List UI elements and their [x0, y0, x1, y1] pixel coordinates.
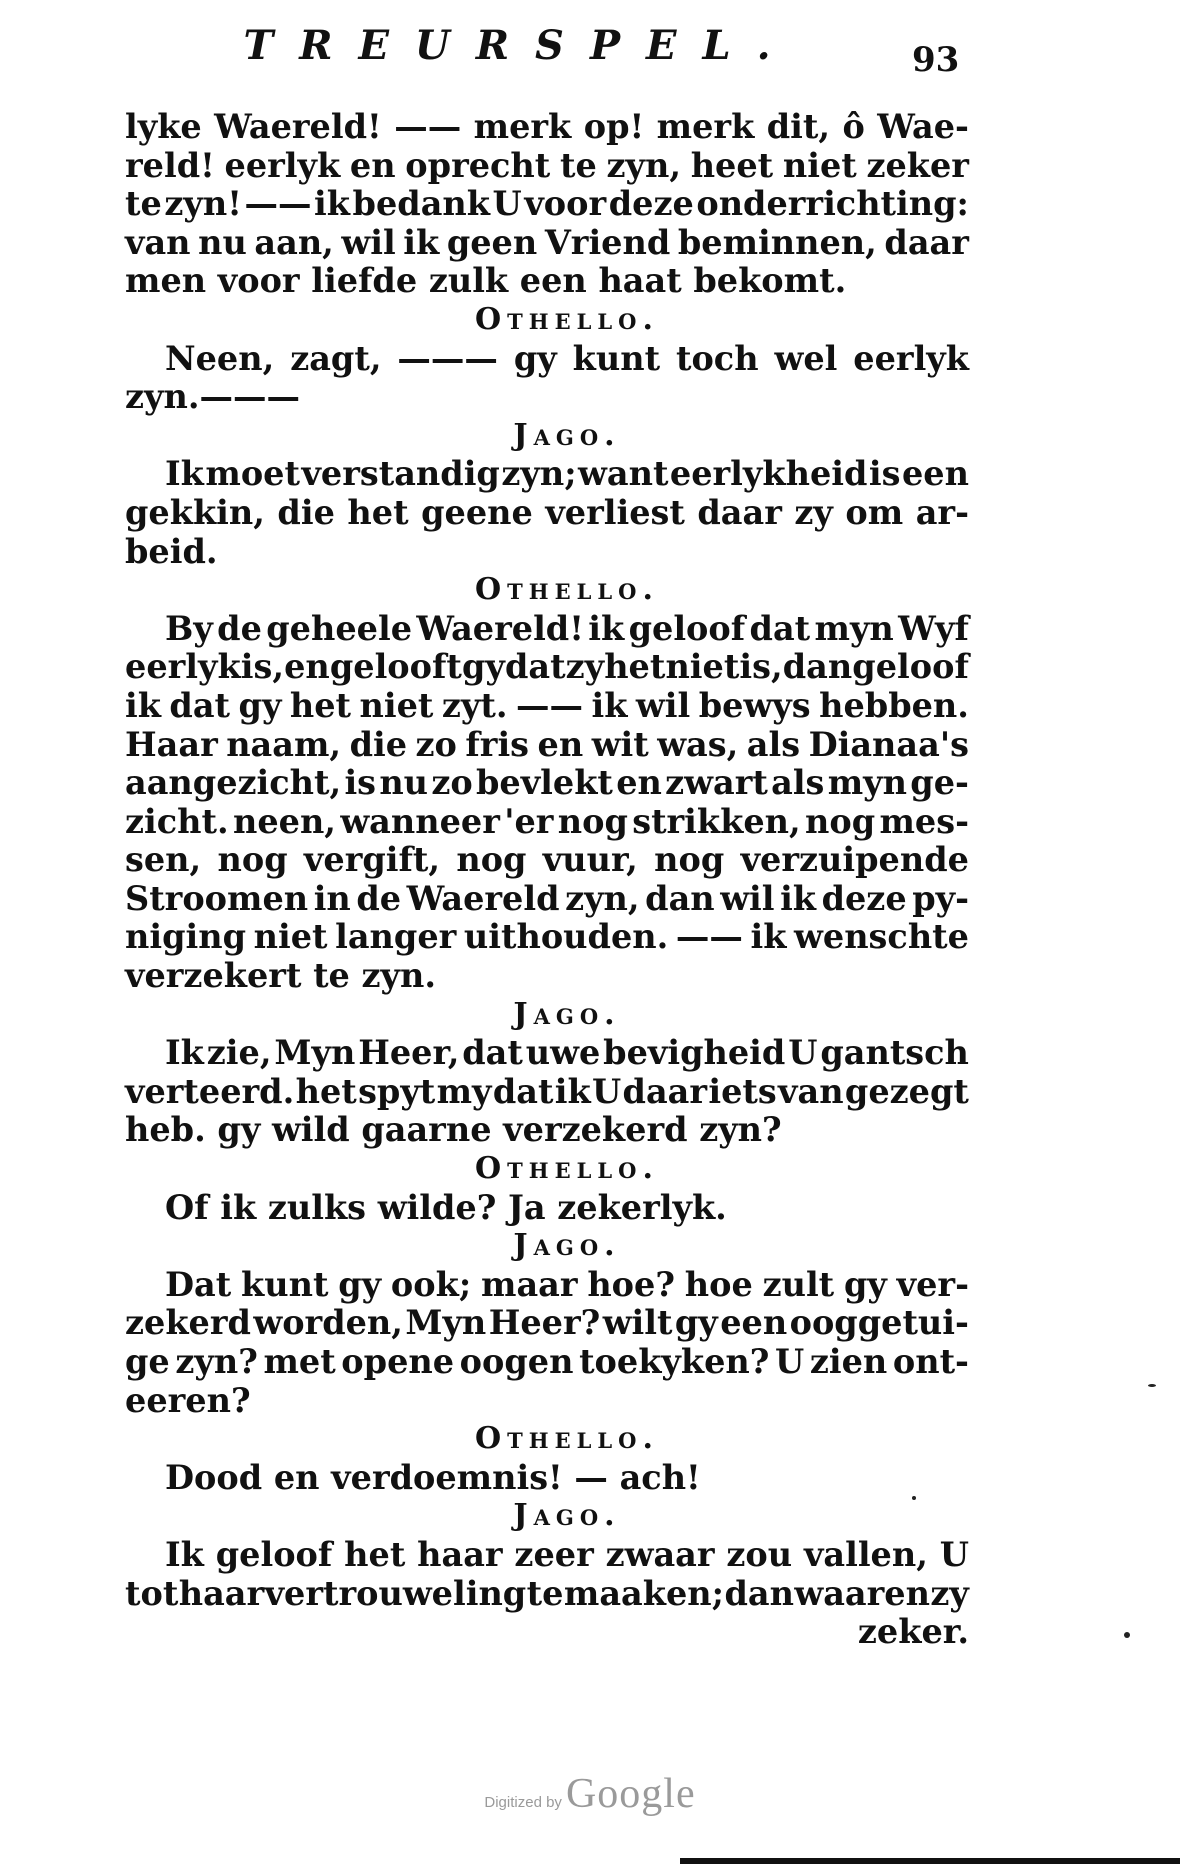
- word: zyn,: [565, 878, 640, 918]
- word: maar: [481, 1264, 578, 1304]
- word: te: [125, 184, 162, 224]
- word: want: [578, 454, 669, 494]
- word: fris: [465, 724, 530, 764]
- word: tot: [125, 1573, 179, 1613]
- word: By: [165, 608, 213, 648]
- word: te: [559, 145, 597, 185]
- word: ik: [750, 917, 787, 957]
- word: zicht.: [125, 801, 229, 841]
- word: om: [845, 492, 904, 532]
- word: uithouden.: [463, 917, 669, 957]
- text-line: [125, 1382, 969, 1421]
- word: kunt: [241, 1264, 329, 1304]
- text-block: [125, 108, 969, 1652]
- word: zo: [415, 724, 457, 764]
- word: Vriend: [544, 222, 671, 262]
- word: niet: [782, 145, 857, 185]
- word: zwaar: [605, 1534, 715, 1574]
- text-line: [125, 764, 969, 803]
- word: toekyken?: [579, 1342, 770, 1381]
- word: geheele: [266, 608, 413, 648]
- speaker-heading: Othello.: [475, 1421, 659, 1457]
- word: is,: [240, 647, 285, 687]
- word: vertrouweling: [264, 1573, 527, 1613]
- word: neen,: [232, 801, 336, 841]
- running-head: TREURSPEL.: [243, 22, 797, 69]
- speaker-heading: Jago.: [513, 1498, 621, 1534]
- word: Of ik zulks wilde? Ja zekerlyk.: [165, 1187, 727, 1227]
- word: eerlyk: [224, 145, 341, 185]
- speaker-heading: Othello.: [475, 301, 659, 337]
- word: te: [526, 1573, 564, 1613]
- word: verteerd.: [125, 1071, 295, 1111]
- text-line: [125, 533, 969, 572]
- word: ik: [314, 184, 350, 224]
- word: vergift,: [303, 840, 441, 880]
- word: ô: [842, 107, 865, 146]
- word: ik: [591, 685, 628, 725]
- word: zwart: [665, 763, 768, 803]
- word: Wae-: [877, 107, 969, 146]
- word: was,: [657, 724, 739, 764]
- word: geene: [421, 492, 533, 532]
- word: verzekert te zyn.: [125, 956, 437, 996]
- word: zo: [431, 763, 473, 803]
- word: zou: [726, 1534, 793, 1574]
- text-line: [125, 1459, 969, 1498]
- word: merk: [473, 107, 572, 146]
- text-line: [125, 957, 969, 996]
- word: daar: [884, 222, 969, 262]
- word: ik: [554, 1071, 591, 1111]
- word: dat: [462, 1033, 523, 1073]
- word: my: [436, 1071, 492, 1111]
- word: vallen,: [803, 1534, 928, 1574]
- word: zyn?: [175, 1342, 258, 1381]
- word: beid.: [125, 531, 218, 571]
- word: bevlekt: [475, 763, 613, 803]
- word: zyt.: [441, 685, 508, 725]
- word: van: [778, 1071, 844, 1111]
- word: ——: [394, 107, 462, 146]
- word: dat: [504, 647, 566, 687]
- word: bewys: [698, 685, 811, 725]
- word: niet: [253, 917, 328, 957]
- text-line: [125, 726, 969, 765]
- word: met: [263, 1342, 336, 1381]
- word: ont-: [892, 1342, 969, 1381]
- word: ge: [125, 1342, 170, 1381]
- text-line: [125, 687, 969, 726]
- word: en: [537, 724, 584, 764]
- word: wanneer: [340, 801, 500, 841]
- word: eerlykheid: [669, 454, 868, 494]
- word: waaren: [794, 1573, 930, 1613]
- speaker-heading: Jago.: [513, 996, 621, 1032]
- word: heb. gy wild gaarne verzekerd zyn?: [125, 1110, 782, 1150]
- text-line: [125, 455, 969, 494]
- word: nog: [557, 801, 628, 841]
- word: Myn: [405, 1303, 487, 1343]
- word: zekerd: [125, 1303, 251, 1343]
- word: wit: [591, 724, 649, 764]
- word: het: [344, 1534, 406, 1574]
- word: verliest: [545, 492, 685, 532]
- word: en: [349, 145, 396, 185]
- word: van: [125, 222, 191, 262]
- word: bedank: [352, 184, 490, 224]
- word: U: [775, 1342, 805, 1381]
- word: zy: [930, 1573, 969, 1613]
- text-line: [125, 880, 969, 919]
- word: hoe?: [587, 1264, 675, 1304]
- word: zy: [565, 647, 605, 687]
- word: als: [746, 724, 801, 764]
- word: voor: [524, 184, 607, 224]
- word: eerlyk: [125, 647, 241, 687]
- text-line: [125, 841, 969, 880]
- word: en: [284, 647, 330, 687]
- word: deze: [821, 878, 907, 918]
- word: is: [868, 454, 901, 494]
- word: toch: [675, 338, 759, 378]
- word: vuur,: [542, 840, 638, 880]
- word: dat: [492, 1071, 554, 1111]
- word: gy: [513, 338, 557, 378]
- word: gy: [238, 685, 282, 725]
- word: uwe: [525, 1033, 601, 1073]
- text-line: [125, 1304, 969, 1343]
- word: Waereld!: [416, 608, 584, 648]
- word: iets: [708, 1071, 777, 1111]
- word: haar: [417, 1534, 503, 1574]
- word: Stroomen: [125, 878, 309, 918]
- digitization-watermark: [0, 1770, 1180, 1818]
- word: ik: [780, 878, 816, 918]
- page-edge-shadow: [680, 1858, 1180, 1864]
- word: als: [771, 763, 825, 803]
- word: dat: [749, 608, 811, 648]
- word: zeer: [514, 1534, 594, 1574]
- text-line: [125, 1613, 969, 1652]
- word: zult: [762, 1264, 835, 1304]
- word: Myn: [274, 1033, 356, 1073]
- word: een: [901, 454, 969, 494]
- text-line: [125, 1536, 969, 1575]
- word: ver-: [896, 1264, 969, 1304]
- word: de: [217, 608, 262, 648]
- word: daar: [622, 1071, 708, 1111]
- word: is: [344, 763, 377, 803]
- speaker-heading: Jago.: [513, 417, 621, 453]
- word: py-: [912, 878, 969, 918]
- word: ook;: [390, 1264, 472, 1304]
- word: wenschte: [794, 917, 969, 957]
- word: U: [788, 1033, 818, 1073]
- word: zien: [809, 1342, 888, 1381]
- text-line: [125, 1111, 969, 1150]
- word: hoe: [684, 1264, 753, 1304]
- word: het: [295, 1071, 357, 1111]
- word: mes-: [879, 801, 969, 841]
- text-line: [125, 1034, 969, 1073]
- word: maaken;: [563, 1573, 725, 1613]
- word: en: [616, 763, 662, 803]
- text-line: [125, 378, 969, 417]
- text-line: [125, 1343, 969, 1382]
- word: onderrichting:: [696, 184, 969, 224]
- word: strikken,: [632, 801, 801, 841]
- word: ar-: [915, 492, 969, 532]
- word: Ik: [165, 454, 204, 494]
- word: wilt: [602, 1303, 673, 1343]
- text-line: [125, 108, 969, 147]
- word: zeker.: [857, 1612, 969, 1652]
- word: Wyf: [898, 608, 969, 648]
- page-number: 93: [912, 40, 960, 80]
- word: Haar: [125, 724, 218, 764]
- word: oogen: [459, 1342, 574, 1381]
- word: 'er: [504, 801, 554, 841]
- word: sen,: [125, 840, 202, 880]
- word: gezegt: [844, 1071, 969, 1111]
- word: Ik: [165, 1033, 204, 1073]
- word: nu: [198, 222, 247, 262]
- word: verzuipende: [740, 840, 969, 880]
- word: in: [313, 878, 351, 918]
- speaker-heading: Othello.: [475, 572, 659, 608]
- word: dan: [645, 878, 715, 918]
- text-line: [125, 147, 969, 186]
- word: Ik: [165, 1534, 204, 1574]
- word: Heer,: [358, 1033, 460, 1073]
- word: verstandig: [301, 454, 500, 494]
- word: dan: [782, 647, 853, 687]
- word: lyke: [125, 107, 202, 146]
- word: nog: [654, 840, 725, 880]
- word: myn: [814, 608, 894, 648]
- word: geloof: [628, 608, 746, 648]
- text-line: [125, 1073, 969, 1112]
- word: gy: [338, 1264, 382, 1304]
- word: worden,: [253, 1303, 403, 1343]
- word: U: [592, 1071, 622, 1111]
- word: ge-: [910, 763, 969, 803]
- word: niging: [125, 917, 247, 957]
- word: dan: [724, 1573, 794, 1613]
- word: Waereld: [406, 878, 560, 918]
- word: aan,: [254, 222, 334, 262]
- text-line: [125, 262, 969, 301]
- word: ———: [397, 338, 498, 378]
- word: Neen,: [165, 338, 275, 378]
- word: ——: [675, 917, 743, 957]
- watermark-prefix: Digitized by: [484, 1794, 562, 1811]
- word: zy: [794, 492, 833, 532]
- word: U: [939, 1534, 969, 1574]
- word: aangezicht,: [125, 763, 342, 803]
- word: Dood en verdoemnis! — ach!: [165, 1457, 701, 1497]
- word: gekkin,: [125, 492, 265, 532]
- word: hebben.: [819, 685, 969, 725]
- word: zagt,: [290, 338, 382, 378]
- word: gy: [461, 647, 505, 687]
- word: zeker: [866, 145, 969, 185]
- word: wel: [774, 338, 838, 378]
- word: een: [720, 1303, 788, 1343]
- scan-speck: [1148, 1384, 1156, 1387]
- word: dat: [169, 685, 231, 725]
- word: ——: [244, 184, 312, 224]
- word: gy: [674, 1303, 718, 1343]
- word: wil: [341, 222, 396, 262]
- word: de: [356, 878, 402, 918]
- word: wil: [720, 878, 775, 918]
- scan-speck: [912, 1496, 916, 1500]
- word: U: [492, 184, 522, 224]
- word: spyt: [358, 1071, 436, 1111]
- text-line: [125, 648, 969, 687]
- word: ik: [125, 685, 161, 725]
- word: moet: [205, 454, 300, 494]
- text-line: [125, 340, 969, 379]
- text-line: [125, 185, 969, 224]
- word: nu: [379, 763, 429, 803]
- word: ooggetui-: [789, 1303, 969, 1343]
- word: beminnen,: [677, 222, 877, 262]
- word: het: [604, 647, 666, 687]
- word: zyn;: [501, 454, 577, 494]
- text-line: [125, 610, 969, 649]
- word: dit,: [766, 107, 831, 146]
- word: geen: [446, 222, 538, 262]
- text-line: [125, 1189, 969, 1228]
- word: die: [277, 492, 335, 532]
- word: Heer?: [488, 1303, 601, 1343]
- text-line: [125, 803, 969, 842]
- word: gantsch: [820, 1033, 969, 1073]
- text-line: [125, 494, 969, 533]
- watermark-brand: Google: [565, 1771, 696, 1817]
- text-line: [125, 224, 969, 263]
- word: reld!: [125, 145, 215, 185]
- word: zyn!: [164, 184, 242, 224]
- word: zyn,: [606, 145, 681, 185]
- word: zyn.———: [125, 377, 301, 417]
- text-line: [125, 918, 969, 957]
- word: heet: [690, 145, 774, 185]
- word: Dianaa's: [808, 724, 969, 764]
- word: merk: [656, 107, 755, 146]
- word: zie,: [206, 1033, 272, 1073]
- word: eerlyk: [853, 338, 969, 378]
- text-line: [125, 1575, 969, 1614]
- word: bevigheid: [603, 1033, 786, 1073]
- word: nog: [456, 840, 527, 880]
- word: myn: [827, 763, 907, 803]
- word: kunt: [572, 338, 661, 378]
- word: oprecht: [405, 145, 551, 185]
- word: men voor liefde zulk een haat bekomt.: [125, 261, 847, 301]
- word: opene: [341, 1342, 455, 1381]
- word: het: [347, 492, 409, 532]
- text-line: [125, 1266, 969, 1305]
- word: nog: [805, 801, 876, 841]
- word: haar: [178, 1573, 265, 1613]
- word: naam,: [226, 724, 342, 764]
- word: ik: [403, 222, 440, 262]
- word: niet: [665, 647, 740, 687]
- word: daar: [697, 492, 782, 532]
- word: geloof: [215, 1534, 333, 1574]
- speaker-heading: Othello.: [475, 1151, 659, 1187]
- word: op!: [583, 107, 645, 146]
- word: het: [289, 685, 352, 725]
- word: Dat: [165, 1264, 232, 1304]
- word: is,: [739, 647, 783, 687]
- word: wil: [635, 685, 691, 725]
- speaker-heading: Jago.: [513, 1228, 621, 1264]
- word: niet: [359, 685, 434, 725]
- word: die: [349, 724, 408, 764]
- scan-speck: [1124, 1632, 1130, 1638]
- word: gy: [843, 1264, 887, 1304]
- word: Waereld!: [214, 107, 382, 146]
- word: gelooft: [329, 647, 462, 687]
- word: eeren?: [125, 1380, 251, 1420]
- word: geloof: [852, 647, 969, 687]
- word: langer: [335, 917, 457, 957]
- word: deze: [608, 184, 694, 224]
- word: ——: [516, 685, 584, 725]
- word: ik: [588, 608, 625, 648]
- word: nog: [217, 840, 288, 880]
